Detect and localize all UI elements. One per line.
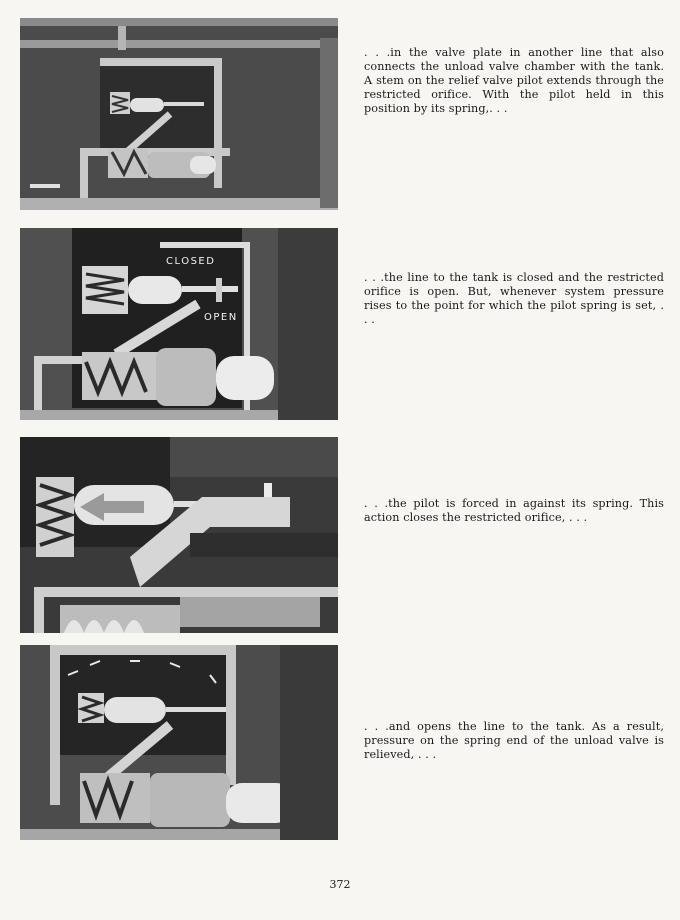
- valve-illustration-2: [20, 228, 338, 420]
- caption-4: . . .and opens the line to the tank. As a result, pressure on the spring end of the unload valve is relieved, . . .: [364, 720, 664, 761]
- page-number: 372: [329, 878, 351, 891]
- valve-illustration-1: [20, 18, 338, 210]
- caption-3: . . .the pilot is forced in against its spring. This action closes the restricted orifice, . . .: [364, 497, 664, 524]
- valve-illustration-4: [20, 645, 338, 840]
- closed-label: CLOSED: [166, 256, 216, 267]
- valve-illustration-3: [20, 437, 338, 633]
- open-label: OPEN: [204, 312, 238, 323]
- caption-1: . . .in the valve plate in another line that also connects the unload valve chamber with the tank. A stem on the relief valve pilot extends through the restricted orifice. With the pilot held in this position by its spring,. . .: [364, 46, 664, 115]
- caption-2: . . .the line to the tank is closed and the restricted orifice is open. But, whenever system pressure rises to the point for which the pilot spring is set, . . .: [364, 271, 664, 326]
